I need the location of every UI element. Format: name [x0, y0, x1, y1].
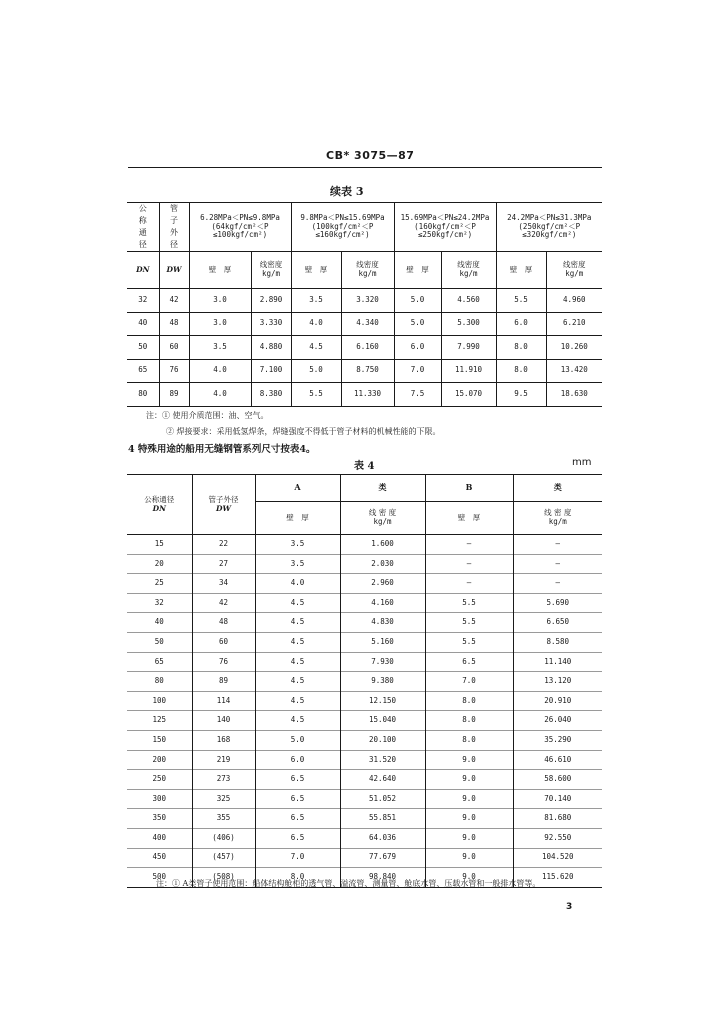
a-density-cell: 12.150 — [340, 691, 425, 711]
wall-header-1: 壁 厚 — [189, 252, 251, 289]
table-row — [127, 828, 602, 848]
dn-cell: 200 — [127, 750, 192, 770]
range-4-line1: 24.2MPa＜PN≤31.3MPa — [507, 213, 592, 223]
dn-cell: 40 — [127, 312, 159, 336]
value-cell: 7.990 — [441, 336, 496, 360]
range-1-line1: 6.28MPa＜PN≤9.8MPa — [200, 213, 280, 223]
value-cell: 4.960 — [546, 289, 602, 313]
a-density-cell: 9.380 — [340, 672, 425, 692]
a-wall-cell: 6.5 — [255, 789, 340, 809]
dn-cell: 80 — [127, 672, 192, 692]
col-dw-label: 管子外径 — [208, 494, 239, 504]
dw-cell: 89 — [159, 383, 189, 407]
a-density-cell: 4.830 — [340, 613, 425, 633]
dw-cell: 42 — [159, 289, 189, 313]
dn-cell: 250 — [127, 770, 192, 790]
table3-note-2: ② 焊接要求：采用低氢焊条，焊缝强度不得低于管子材料的机械性能的下限。 — [166, 427, 441, 436]
dn-cell: 32 — [127, 289, 159, 313]
a-wall-cell: 6.0 — [255, 750, 340, 770]
dn-cell: 50 — [127, 336, 159, 360]
table-row — [127, 593, 602, 613]
dw-cell: 355 — [192, 809, 255, 829]
a-wall-cell: 4.5 — [255, 593, 340, 613]
b-wall-cell: — — [425, 535, 513, 555]
value-cell: 4.560 — [441, 289, 496, 313]
table-row — [127, 359, 602, 383]
table-row — [127, 336, 602, 360]
density-label-3: 线密度 — [457, 260, 480, 270]
value-cell: 2.890 — [251, 289, 291, 313]
header-rule — [128, 167, 602, 168]
dn-cell: 32 — [127, 593, 192, 613]
wall-header-3: 壁 厚 — [394, 252, 441, 289]
dw-cell: 76 — [159, 359, 189, 383]
a-wall-cell: 3.5 — [255, 535, 340, 555]
a-density-cell: 2.030 — [340, 554, 425, 574]
value-cell: 7.5 — [394, 383, 441, 407]
value-cell: 9.5 — [496, 383, 546, 407]
a-density-cell: 51.052 — [340, 789, 425, 809]
table-row — [127, 535, 602, 555]
value-cell: 8.750 — [341, 359, 394, 383]
value-cell: 6.210 — [546, 312, 602, 336]
value-cell: 3.0 — [189, 312, 251, 336]
b-density-cell: 26.040 — [513, 711, 602, 731]
range-header-1 — [189, 203, 291, 252]
group-a-letter: A — [255, 475, 340, 502]
dn-char-1: 公 — [138, 204, 147, 213]
range-1-line3: ≤100kgf/cm²) — [212, 230, 268, 240]
dw-cell: 48 — [192, 613, 255, 633]
a-wall-cell: 4.5 — [255, 711, 340, 731]
a-density-cell: 55.851 — [340, 809, 425, 829]
dn-cell: 50 — [127, 632, 192, 652]
col-dn-code: DN — [152, 503, 166, 513]
value-cell: 5.0 — [394, 289, 441, 313]
dw-header-chars — [159, 203, 189, 252]
dn-cell: 125 — [127, 711, 192, 731]
density-unit-2: kg/m — [358, 269, 377, 278]
range-2-line2: (100kgf/cm²＜P — [311, 221, 374, 231]
dw-cell: 219 — [192, 750, 255, 770]
range-4-line3: ≤320kgf/cm²) — [522, 230, 577, 240]
range-2-line1: 9.8MPa＜PN≤15.69MPa — [300, 213, 385, 223]
a-wall-cell: 5.0 — [255, 730, 340, 750]
table4-body — [127, 535, 602, 888]
dw-char-1: 管 — [170, 204, 178, 213]
dn-header-chars — [127, 203, 159, 252]
a-wall-cell: 4.5 — [255, 652, 340, 672]
group-a-word: 类 — [340, 475, 425, 502]
dn-cell: 20 — [127, 554, 192, 574]
standard-code: CB* 3075—87 — [326, 149, 415, 162]
density-header-1 — [251, 252, 291, 289]
density-header-3 — [441, 252, 496, 289]
dw-cell: 60 — [192, 632, 255, 652]
dn-cell: 65 — [127, 359, 159, 383]
dn-cell: 25 — [127, 574, 192, 594]
range-1-line2: (64kgf/cm²＜P — [211, 221, 269, 231]
dw-cell: (508) — [192, 868, 255, 888]
table-row — [127, 672, 602, 692]
value-cell: 5.300 — [441, 312, 496, 336]
b-density-cell: 92.550 — [513, 828, 602, 848]
a-wall-cell: 4.0 — [255, 574, 340, 594]
dn-cell: 350 — [127, 809, 192, 829]
dn-cell: 40 — [127, 613, 192, 633]
a-density-cell: 42.640 — [340, 770, 425, 790]
value-cell: 3.5 — [189, 336, 251, 360]
b-wall-header: 壁 厚 — [425, 502, 513, 535]
a-density-cell: 5.160 — [340, 632, 425, 652]
a-density-cell: 20.100 — [340, 730, 425, 750]
table3-title: 续表 3 — [330, 185, 364, 198]
b-wall-cell: 5.5 — [425, 632, 513, 652]
dw-char-4: 径 — [170, 240, 178, 249]
dn-cell: 450 — [127, 848, 192, 868]
a-density-cell: 4.160 — [340, 593, 425, 613]
b-density-header — [513, 502, 602, 535]
b-density-unit: kg/m — [548, 517, 567, 526]
b-density-cell: 5.690 — [513, 593, 602, 613]
a-wall-cell: 8.0 — [255, 868, 340, 888]
b-wall-cell: 9.0 — [425, 770, 513, 790]
dn-cell: 150 — [127, 730, 192, 750]
a-density-cell: 77.679 — [340, 848, 425, 868]
dw-cell: 273 — [192, 770, 255, 790]
col-dw-code: DW — [216, 503, 231, 513]
b-density-cell: 11.140 — [513, 652, 602, 672]
b-wall-cell: 5.5 — [425, 613, 513, 633]
value-cell: 11.330 — [341, 383, 394, 407]
group-b-word: 类 — [513, 475, 602, 502]
dw-cell: 168 — [192, 730, 255, 750]
dn-cell: 400 — [127, 828, 192, 848]
table-row — [127, 613, 602, 633]
value-cell: 6.0 — [394, 336, 441, 360]
value-cell: 7.0 — [394, 359, 441, 383]
b-density-cell: 20.910 — [513, 691, 602, 711]
range-3-line2: (160kgf/cm²＜P — [414, 221, 476, 231]
section-4-text: 4 特殊用途的船用无缝钢管系列尺寸按表4。 — [128, 444, 316, 455]
b-wall-cell: 8.0 — [425, 711, 513, 731]
density-label-2: 线密度 — [356, 260, 379, 270]
dn-cell: 15 — [127, 535, 192, 555]
range-header-4 — [496, 203, 602, 252]
dw-cell: 34 — [192, 574, 255, 594]
table-row — [127, 554, 602, 574]
value-cell: 5.5 — [496, 289, 546, 313]
a-density-header — [340, 502, 425, 535]
b-wall-cell: 7.0 — [425, 672, 513, 692]
table-row — [127, 632, 602, 652]
a-density-cell: 64.036 — [340, 828, 425, 848]
density-label-4: 线密度 — [563, 260, 586, 270]
a-density-cell: 2.960 — [340, 574, 425, 594]
value-cell: 5.5 — [291, 383, 341, 407]
b-density-cell: 6.650 — [513, 613, 602, 633]
value-cell: 11.910 — [441, 359, 496, 383]
value-cell: 5.0 — [394, 312, 441, 336]
a-density-cell: 31.520 — [340, 750, 425, 770]
b-density-cell: — — [513, 535, 602, 555]
table4-title: 表 4 — [354, 461, 375, 472]
value-cell: 6.0 — [496, 312, 546, 336]
value-cell: 6.160 — [341, 336, 394, 360]
group-b-letter: B — [425, 475, 513, 502]
table-row — [127, 848, 602, 868]
value-cell: 3.0 — [189, 289, 251, 313]
a-wall-cell: 7.0 — [255, 848, 340, 868]
b-wall-cell: 5.5 — [425, 593, 513, 613]
a-density-cell: 15.040 — [340, 711, 425, 731]
dw-char-3: 外 — [170, 228, 178, 237]
dw-char-2: 子 — [170, 216, 178, 225]
range-4-line2: (250kgf/cm²＜P — [518, 221, 581, 231]
b-wall-cell: 9.0 — [425, 828, 513, 848]
density-unit-4: kg/m — [565, 269, 584, 278]
dw-cell: (457) — [192, 848, 255, 868]
b-density-cell: 8.580 — [513, 632, 602, 652]
table4 — [127, 474, 602, 888]
range-2-line3: ≤160kgf/cm²) — [315, 230, 370, 240]
value-cell: 8.0 — [496, 359, 546, 383]
b-density-cell: — — [513, 574, 602, 594]
table4-unit: mm — [572, 457, 592, 468]
density-label-1: 线密度 — [259, 260, 283, 270]
value-cell: 15.070 — [441, 383, 496, 407]
dn-char-3: 通 — [138, 228, 147, 237]
table-row — [127, 730, 602, 750]
density-unit-3: kg/m — [459, 269, 478, 278]
a-density-cell: 98.840 — [340, 868, 425, 888]
dn-char-2: 称 — [138, 216, 147, 225]
dw-label: DW — [159, 252, 189, 289]
a-density-cell: 1.600 — [340, 535, 425, 555]
table-row — [127, 691, 602, 711]
table-row — [127, 574, 602, 594]
b-wall-cell: 8.0 — [425, 730, 513, 750]
a-wall-cell: 6.5 — [255, 809, 340, 829]
dw-cell: 42 — [192, 593, 255, 613]
a-density-cell: 7.930 — [340, 652, 425, 672]
a-wall-cell: 4.5 — [255, 672, 340, 692]
value-cell: 4.0 — [189, 383, 251, 407]
b-density-label: 线 密 度 — [544, 508, 572, 518]
table3-note-1: 注：① 使用介质范围：油、空气。 — [146, 411, 269, 420]
dw-cell: (406) — [192, 828, 255, 848]
a-wall-header: 壁 厚 — [255, 502, 340, 535]
wall-header-4: 壁 厚 — [496, 252, 546, 289]
dw-cell: 76 — [192, 652, 255, 672]
dn-cell: 500 — [127, 868, 192, 888]
value-cell: 5.0 — [291, 359, 341, 383]
table-row — [127, 289, 602, 313]
dn-cell: 100 — [127, 691, 192, 711]
a-wall-cell: 4.5 — [255, 632, 340, 652]
b-density-cell: 58.600 — [513, 770, 602, 790]
dn-cell: 65 — [127, 652, 192, 672]
b-wall-cell: 6.5 — [425, 652, 513, 672]
table-row — [127, 652, 602, 672]
density-unit-1: kg/m — [261, 269, 281, 278]
table-row — [127, 809, 602, 829]
b-density-cell: 46.610 — [513, 750, 602, 770]
dn-label: DN — [127, 252, 159, 289]
b-wall-cell: — — [425, 574, 513, 594]
table-row — [127, 383, 602, 407]
value-cell: 10.260 — [546, 336, 602, 360]
density-header-4 — [546, 252, 602, 289]
value-cell: 8.380 — [251, 383, 291, 407]
a-wall-cell: 4.5 — [255, 691, 340, 711]
range-3-line1: 15.69MPa＜PN≤24.2MPa — [400, 213, 490, 223]
col-dn-header — [127, 475, 192, 535]
table-row — [127, 312, 602, 336]
value-cell: 4.340 — [341, 312, 394, 336]
dw-cell: 140 — [192, 711, 255, 731]
b-density-cell: 70.140 — [513, 789, 602, 809]
page-number: 3 — [566, 902, 573, 912]
value-cell: 4.880 — [251, 336, 291, 360]
table-row — [127, 711, 602, 731]
table4-note-1: 注：① A类管子使用范围：船体结构舱柜的透气管、溢流管、测量管、舱底水管、压载水管和一般排水管等。 — [156, 879, 541, 888]
density-header-2 — [341, 252, 394, 289]
value-cell: 3.330 — [251, 312, 291, 336]
table-row — [127, 770, 602, 790]
a-wall-cell: 4.5 — [255, 613, 340, 633]
table-row — [127, 750, 602, 770]
b-density-cell: 115.620 — [513, 868, 602, 888]
dw-cell: 114 — [192, 691, 255, 711]
dw-cell: 27 — [192, 554, 255, 574]
range-3-line3: ≤250kgf/cm²) — [417, 230, 473, 240]
b-wall-cell: 8.0 — [425, 691, 513, 711]
dw-cell: 48 — [159, 312, 189, 336]
dw-cell: 325 — [192, 789, 255, 809]
b-wall-cell: 9.0 — [425, 868, 513, 888]
b-density-cell: 104.520 — [513, 848, 602, 868]
a-wall-cell: 6.5 — [255, 770, 340, 790]
range-header-2 — [291, 203, 394, 252]
b-density-cell: — — [513, 554, 602, 574]
a-wall-cell: 3.5 — [255, 554, 340, 574]
value-cell: 7.100 — [251, 359, 291, 383]
table-row — [127, 789, 602, 809]
b-density-cell: 13.120 — [513, 672, 602, 692]
col-dn-label: 公称通径 — [144, 494, 175, 504]
table3 — [127, 202, 602, 407]
col-dw-header — [192, 475, 255, 535]
value-cell: 13.420 — [546, 359, 602, 383]
b-wall-cell: 9.0 — [425, 789, 513, 809]
dw-cell: 89 — [192, 672, 255, 692]
dn-char-4: 径 — [138, 240, 147, 249]
b-wall-cell: 9.0 — [425, 848, 513, 868]
dw-cell: 60 — [159, 336, 189, 360]
dn-cell: 80 — [127, 383, 159, 407]
b-density-cell: 81.680 — [513, 809, 602, 829]
value-cell: 18.630 — [546, 383, 602, 407]
b-wall-cell: 9.0 — [425, 750, 513, 770]
b-wall-cell: 9.0 — [425, 809, 513, 829]
value-cell: 8.0 — [496, 336, 546, 360]
a-density-unit: kg/m — [373, 517, 392, 526]
a-density-label: 线 密 度 — [368, 508, 397, 518]
value-cell: 4.0 — [189, 359, 251, 383]
value-cell: 3.320 — [341, 289, 394, 313]
value-cell: 3.5 — [291, 289, 341, 313]
b-wall-cell: — — [425, 554, 513, 574]
b-density-cell: 35.290 — [513, 730, 602, 750]
dn-cell: 300 — [127, 789, 192, 809]
range-header-3 — [394, 203, 496, 252]
value-cell: 4.5 — [291, 336, 341, 360]
wall-header-2: 壁 厚 — [291, 252, 341, 289]
dw-cell: 22 — [192, 535, 255, 555]
value-cell: 4.0 — [291, 312, 341, 336]
a-wall-cell: 6.5 — [255, 828, 340, 848]
